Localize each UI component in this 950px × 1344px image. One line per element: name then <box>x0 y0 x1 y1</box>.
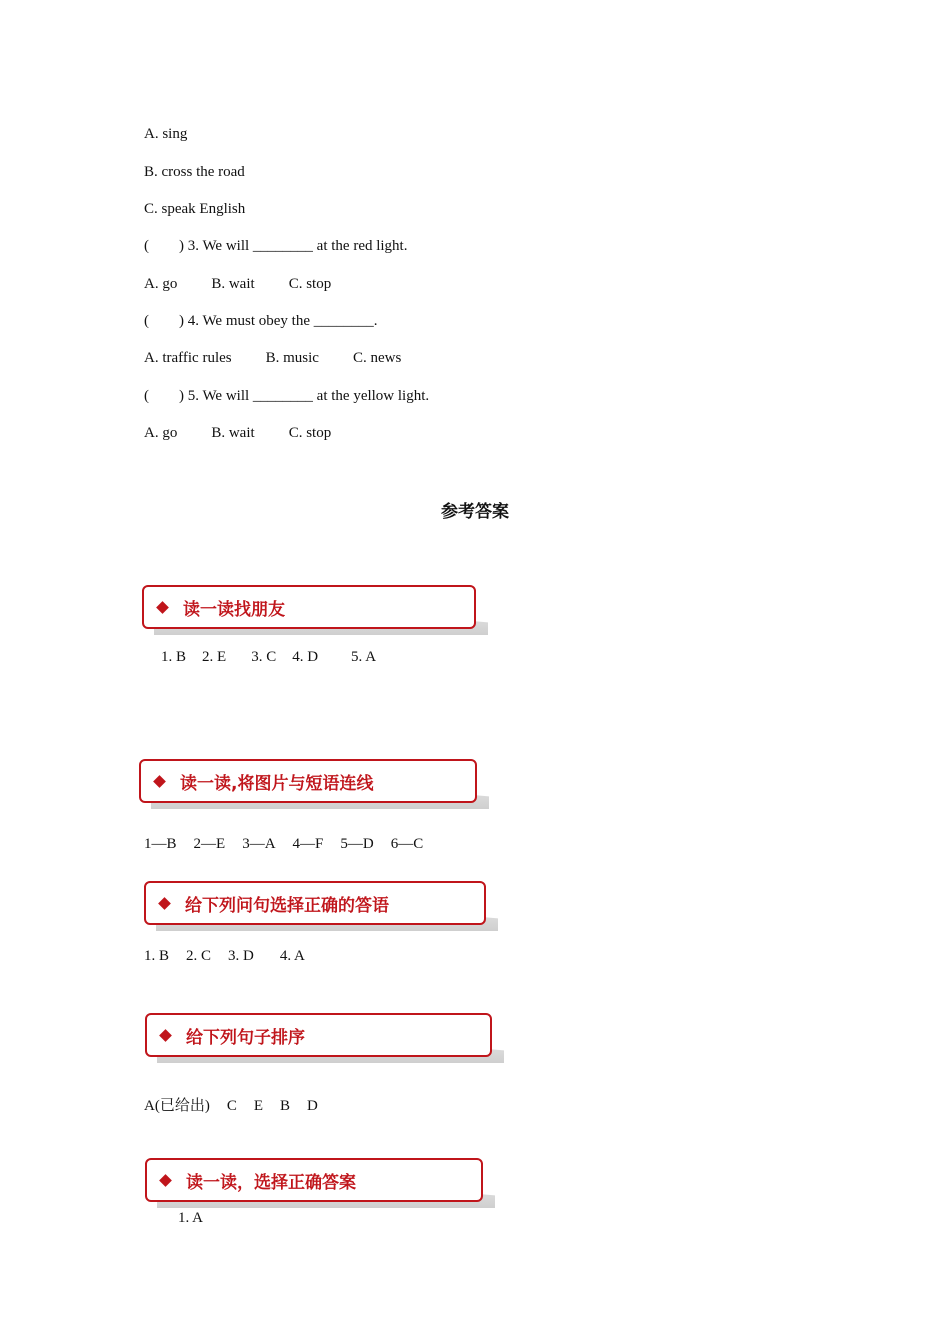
q5-option-a: A. go <box>144 425 178 441</box>
section-3-answers <box>144 946 305 966</box>
section-5-heading: 读一读，选择正确答案 <box>186 1172 356 1193</box>
section-1-answers <box>161 647 376 667</box>
question-5-stem: ( ) 5. We will ________ at the yellow light. <box>144 388 430 404</box>
answer: 5—D <box>340 836 374 852</box>
answer: 6—C <box>390 836 424 852</box>
question-5-options <box>144 423 331 443</box>
q5-option-c: C. stop <box>288 425 332 441</box>
section-4-answers <box>144 1096 318 1116</box>
option-c: C. speak English <box>144 201 246 217</box>
question-4-stem: ( ) 4. We must obey the ________. <box>144 313 378 329</box>
q4-option-a: A. traffic rules <box>144 350 232 366</box>
section-2-answers <box>144 834 423 854</box>
section-4-heading: 给下列句子排序 <box>186 1027 305 1048</box>
answer: 1. B <box>161 649 187 665</box>
answer: 4. D <box>292 649 319 665</box>
answer: 3. C <box>251 649 277 665</box>
diamond-icon <box>156 601 169 614</box>
diamond-icon <box>159 1174 172 1187</box>
question-4-options <box>144 348 401 368</box>
q4-option-b: B. music <box>265 350 319 366</box>
section-3-banner <box>144 881 486 925</box>
answer: 1—B <box>144 836 177 852</box>
answer: 1. B <box>144 948 170 964</box>
option-b: B. cross the road <box>144 164 245 180</box>
answer: 2. C <box>186 948 212 964</box>
diamond-icon <box>153 775 166 788</box>
answer: 4—F <box>292 836 324 852</box>
answer: 1. A <box>178 1210 204 1226</box>
section-5-answers <box>178 1208 203 1228</box>
answer: 3—A <box>242 836 276 852</box>
answer: 2. E <box>202 649 227 665</box>
question-3-stem: ( ) 3. We will ________ at the red light. <box>144 238 408 254</box>
answer: 5. A <box>351 649 377 665</box>
q3-option-a: A. go <box>144 276 178 292</box>
answer: 2—E <box>193 836 226 852</box>
section-4-banner <box>145 1013 492 1057</box>
answer-key-title: 参考答案 <box>441 502 509 522</box>
question-3-options <box>144 274 331 294</box>
section-1-banner <box>142 585 476 629</box>
section-2-banner <box>139 759 477 803</box>
q4-option-c: C. news <box>352 350 402 366</box>
answer: A(已给出) <box>144 1098 210 1114</box>
answer: 4. A <box>279 948 305 964</box>
section-5-banner <box>145 1158 483 1202</box>
answer: D <box>307 1098 318 1114</box>
answer: B <box>280 1098 291 1114</box>
q5-option-b: B. wait <box>211 425 255 441</box>
answer: E <box>253 1098 264 1114</box>
diamond-icon <box>159 1029 172 1042</box>
section-1-heading: 读一读找朋友 <box>183 599 285 620</box>
section-2-heading: 读一读,将图片与短语连线 <box>180 773 374 794</box>
option-a: A. sing <box>144 126 188 142</box>
diamond-icon <box>158 897 171 910</box>
answer: 3. D <box>228 948 254 964</box>
q3-option-b: B. wait <box>211 276 255 292</box>
answer: C <box>226 1098 237 1114</box>
section-3-heading: 给下列问句选择正确的答语 <box>185 895 389 916</box>
q3-option-c: C. stop <box>288 276 332 292</box>
